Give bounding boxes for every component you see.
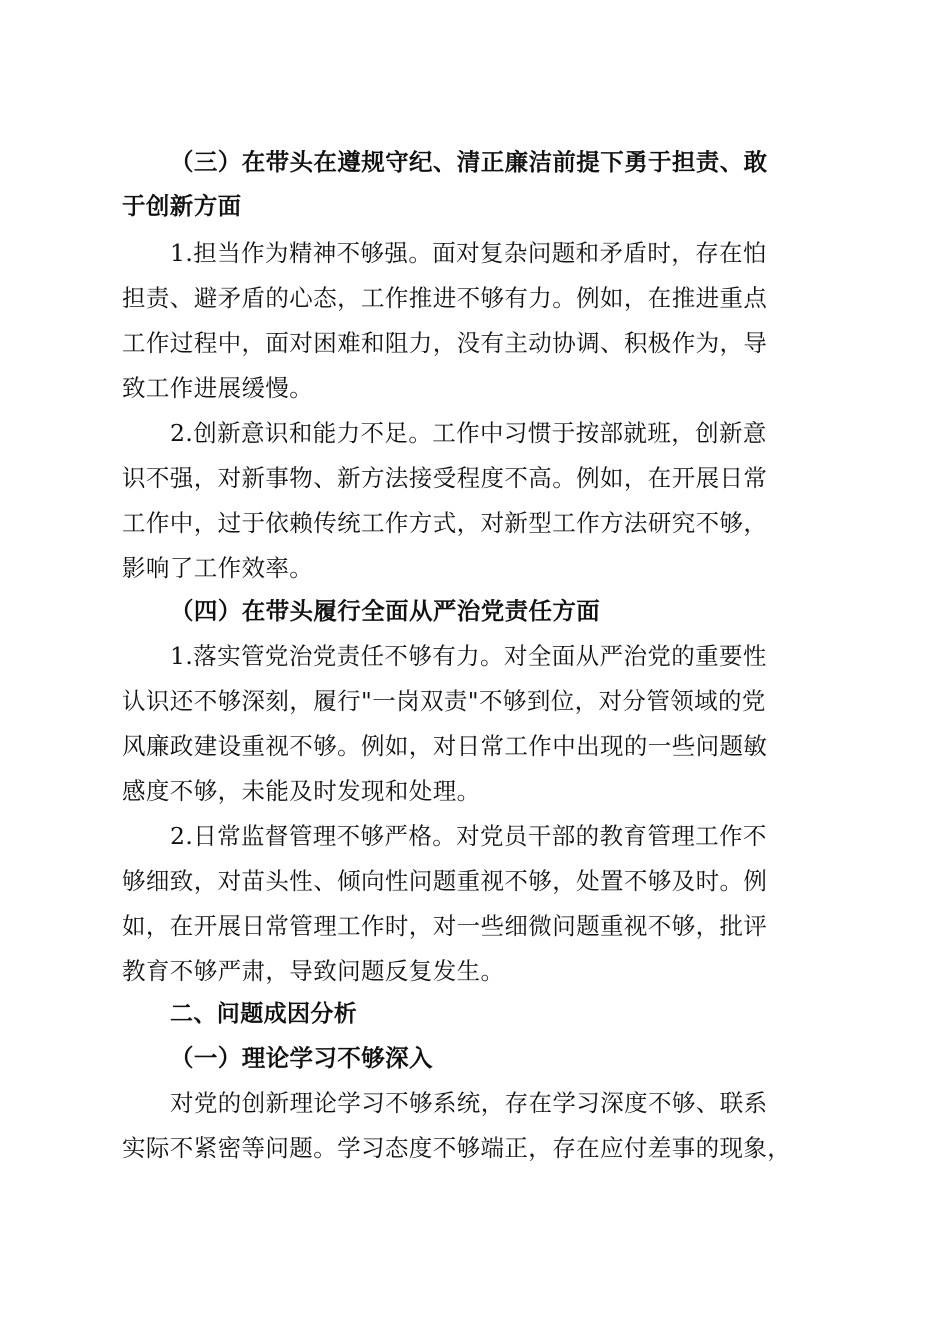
section-4-item-2-line-2: 够细致，对苗头性、倾向性问题重视不够，处置不够及时。例 — [122, 867, 768, 895]
section-4-item-2-line-3: 如，在开展日常管理工作时，对一些细微问题重视不够，批评 — [122, 912, 768, 940]
section-3-item-2-line-3: 工作中，过于依赖传统工作方式，对新型工作方法研究不够， — [122, 509, 768, 537]
part-2-sub-1-title: （一）理论学习不够深入 — [170, 1044, 433, 1072]
part-2-title: 二、问题成因分析 — [170, 1001, 358, 1027]
section-3-title-line-1: （三）在带头在遵规守纪、清正廉洁前提下勇于担责、敢 — [170, 148, 768, 176]
section-4-item-2-line-1: 2.日常监督管理不够严格。对党员干部的教育管理工作不 — [170, 822, 767, 850]
section-4-title: （四）在带头履行全面从严治党责任方面 — [170, 597, 601, 625]
section-3-item-1-line-2: 担责、避矛盾的心态，工作推进不够有力。例如，在推进重点 — [122, 284, 768, 312]
section-3-item-1-line-1: 1.担当作为精神不够强。面对复杂问题和矛盾时，存在怕 — [170, 239, 767, 267]
section-4-item-1-line-2: 认识还不够深刻，履行"一岗双责"不够到位，对分管领域的党 — [122, 687, 766, 715]
section-4-item-2-line-4: 教育不够严肃，导致问题反复发生。 — [122, 957, 505, 985]
section-3-title-line-2: 于创新方面 — [122, 192, 242, 220]
section-4-item-1-line-4: 感度不够，未能及时发现和处理。 — [122, 777, 481, 805]
section-3-item-1-line-3: 工作过程中，面对困难和阻力，没有主动协调、积极作为，导 — [122, 329, 768, 357]
section-3-item-2-line-1: 2.创新意识和能力不足。工作中习惯于按部就班，创新意 — [170, 419, 767, 447]
section-4-item-1-line-3: 风廉政建设重视不够。例如，对日常工作中出现的一些问题敏 — [122, 732, 768, 760]
part-2-sub-1-line-1: 对党的创新理论学习不够系统，存在学习深度不够、联系 — [170, 1089, 768, 1117]
section-4-item-1-line-1: 1.落实管党治党责任不够有力。对全面从严治党的重要性 — [170, 642, 767, 670]
section-3-item-2-line-2: 识不强，对新事物、新方法接受程度不高。例如，在开展日常 — [122, 464, 768, 492]
section-3-item-2-line-4: 影响了工作效率。 — [122, 554, 314, 582]
section-3-item-1-line-4: 致工作进展缓慢。 — [122, 374, 314, 402]
part-2-sub-1-line-2: 实际不紧密等问题。学习态度不够端正，存在应付差事的现象， — [122, 1134, 792, 1162]
